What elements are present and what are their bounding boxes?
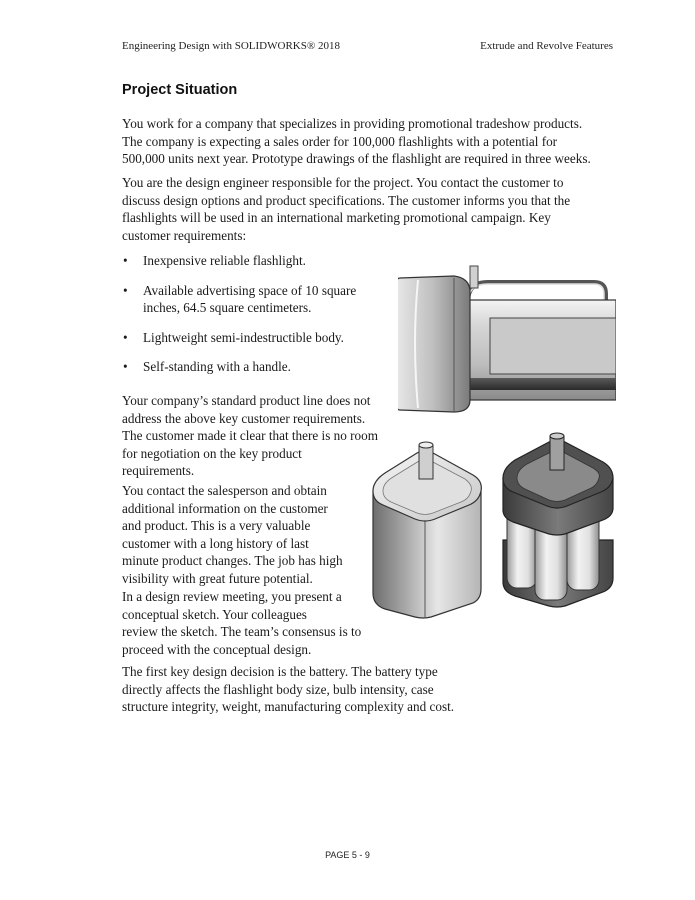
list-item (122, 282, 356, 317)
paragraph-intro (122, 115, 591, 168)
text-line: The first key design decision is the battery. The battery type (122, 664, 438, 679)
text-line: You are the design engineer responsible for the project. You contact the customer to (122, 175, 564, 190)
text-line: for negotiation on the key product (122, 445, 302, 461)
running-header-right: Extrude and Revolve Features (480, 40, 613, 52)
paragraph-engineer (122, 174, 570, 244)
list-item (122, 329, 356, 347)
text-line: directly affects the flashlight body size, bulb intensity, case (122, 681, 434, 697)
text-line: customer with a long history of last (122, 535, 309, 551)
bullet-icon: • (123, 253, 128, 268)
paragraph-battery (122, 663, 454, 716)
paragraph-product-line (122, 392, 378, 480)
text-line: conceptual sketch. Your colleagues (122, 606, 307, 622)
text-line: structure integrity, weight, manufacturing complexity and cost. (122, 699, 455, 714)
text-line: minute product changes. The job has high (122, 553, 343, 568)
battery-cutaway-illustration (497, 430, 619, 608)
text-line: The customer made it clear that there is no room (122, 428, 378, 443)
text-line: proceed with the conceptual design. (122, 641, 312, 657)
requirements-list (122, 252, 356, 376)
text-line: 500,000 units next year. Prototype drawings of the flashlight are required in three weeks. (122, 151, 591, 166)
text-line: Self-standing with a handle. (143, 359, 291, 374)
flashlight-illustration (398, 262, 616, 414)
battery-illustration (365, 435, 487, 620)
text-line: discuss design options and product specifications. The customer informs you that the (122, 192, 571, 208)
text-line: visibility with great future potential. (122, 570, 313, 586)
text-line: Inexpensive reliable flashlight. (143, 253, 306, 268)
text-line: You contact the salesperson and obtain (122, 483, 327, 498)
running-header-left: Engineering Design with SOLIDWORKS® 2018 (122, 40, 340, 52)
text-line: additional information on the customer (122, 500, 328, 516)
paragraph-design-review (122, 588, 361, 658)
text-line: and product. This is a very valuable (122, 518, 311, 533)
text-line: review the sketch. The team’s consensus is to (122, 624, 362, 639)
text-line: address the above key customer requirements. (122, 410, 366, 426)
text-line: Your company’s standard product line does not (122, 393, 371, 408)
page-number: PAGE 5 - 9 (325, 850, 370, 860)
paragraph-salesperson (122, 482, 343, 587)
text-line: inches, 64.5 square centimeters. (143, 300, 312, 315)
section-title: Project Situation (122, 82, 238, 98)
text-line: Lightweight semi-indestructible body. (143, 329, 344, 345)
text-line: flashlights will be used in an international marketing promotional campaign. Key (122, 210, 551, 225)
bullet-icon: • (123, 359, 128, 374)
text-line: In a design review meeting, you present a (122, 589, 342, 604)
bullet-icon: • (123, 282, 128, 298)
list-item (122, 252, 356, 270)
text-line: You work for a company that specializes in providing promotional tradeshow products. (122, 116, 583, 131)
text-line: The company is expecting a sales order for 100,000 flashlights with a potential for (122, 133, 558, 149)
list-item (122, 358, 356, 376)
bullet-icon: • (123, 329, 128, 345)
text-line: Available advertising space of 10 square (143, 282, 357, 298)
text-line: requirements. (122, 463, 195, 478)
text-line: customer requirements: (122, 227, 247, 243)
